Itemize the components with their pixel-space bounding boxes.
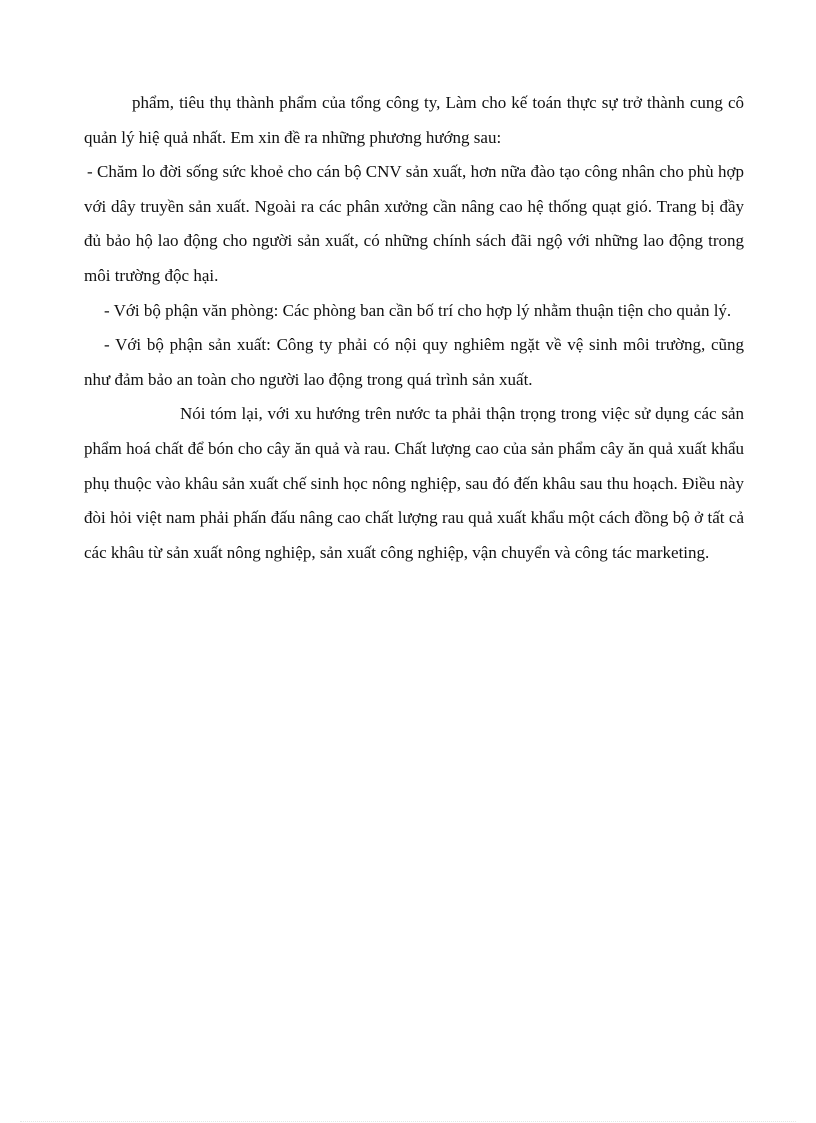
- paragraph-production: - Với bộ phận sản xuất: Công ty phải có nội quy nghiêm ngặt về vệ sinh môi trường, cũng như đảm bảo an toàn cho người lao động trong quá trình sản xuất.: [84, 335, 744, 389]
- paragraph-worker-welfare: - Chăm lo đời sống sức khoẻ cho cán bộ CNV sản xuất, hơn nữa đào tạo công nhân cho phù hợp với dây truyền sản xuất. Ngoài ra các phân xưởng cần nâng cao hệ thống quạt gió. Trang bị đầy đủ bảo hộ lao động cho người sản xuất, có những chính sách đãi ngộ với những lao động trong môi trường độc hại.: [84, 162, 744, 285]
- document-body: [84, 86, 744, 570]
- paragraph-intro: phẩm, tiêu thụ thành phẩm của tổng công ty, Làm cho kế toán thực sự trở thành cung cô quản lý hiệ quả nhất. Em xin đề ra những phương hướng sau:: [84, 93, 744, 147]
- page-bottom-divider: [20, 1121, 796, 1122]
- paragraph-conclusion: Nói tóm lại, với xu hướng trên nước ta phải thận trọng trong việc sử dụng các sản phẩm hoá chất để bón cho cây ăn quả và rau. Chất lượng cao của sản phẩm cây ăn quả xuất khẩu phụ thuộc vào khâu sản xuất chế sinh học nông nghiệp, sau đó đến khâu sau thu hoạch. Điều này đòi hỏi việt nam phải phấn đấu nâng cao chất lượng rau quả xuất khẩu một cách đồng bộ ở tất cả các khâu từ sản xuất nông nghiệp, sản xuất công nghiệp, vận chuyển và công tác marketing.: [84, 404, 744, 562]
- paragraph-office: - Với bộ phận văn phòng: Các phòng ban cần bố trí cho hợp lý nhằm thuận tiện cho quản lý.: [104, 300, 732, 320]
